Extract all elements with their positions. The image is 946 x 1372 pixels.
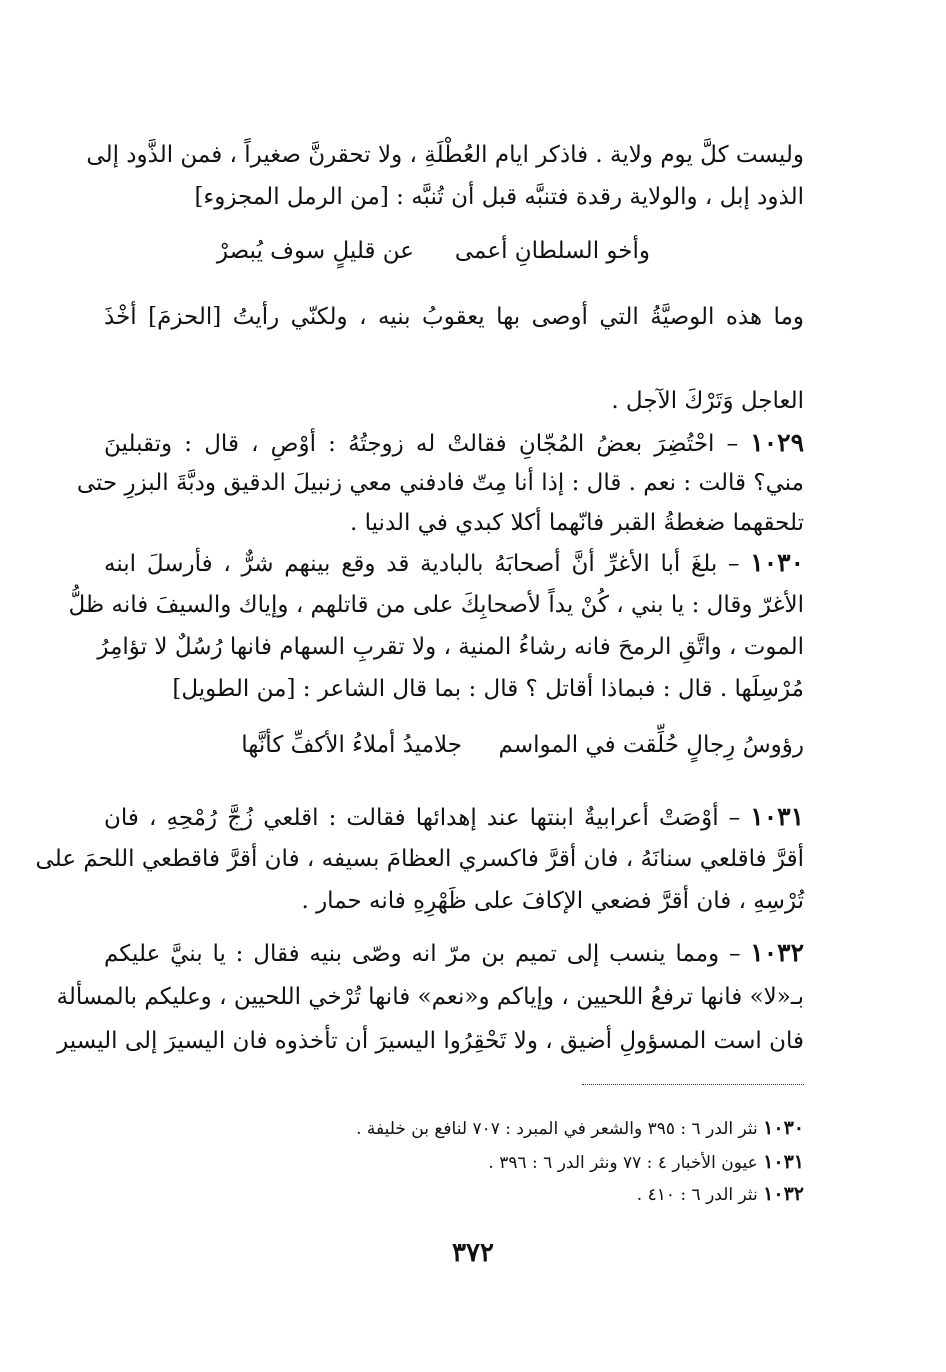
paragraph-1030-line bbox=[104, 546, 804, 581]
text-line: أقرَّ فاقلعي سنانَهُ ، فان أقرَّ فاكسري العظامَ بسيفه ، فان أقرَّ فاقطعي اللحمَ على bbox=[35, 846, 804, 872]
paragraph-1029-line bbox=[104, 426, 804, 461]
entry-number: ١٠٣٠ bbox=[750, 548, 805, 577]
text-line: وليست كلَّ يوم ولاية . فاذكر ايام العُطْلَةِ ، ولا تحقرنَّ صغيراً ، فمن الذَّود إلى bbox=[86, 142, 804, 168]
text-span: – بلغَ أبا الأغرِّ أنَّ أصحابَهُ بالبادية قد وقع بينهم شرٌّ ، فأرسلَ ابنه bbox=[104, 551, 740, 577]
footnote bbox=[488, 1150, 804, 1175]
entry-number: ١٠٣٢ bbox=[750, 938, 804, 967]
footnote-text: نثر الدر ٦ : ٤١٠ . bbox=[636, 1185, 758, 1205]
entry-number: ١٠٢٩ bbox=[750, 428, 805, 457]
text-line: العاجل وَتَرْكَ الآجل . bbox=[611, 388, 804, 414]
verse-2-first-hemistich: جلاميدُ أملاءُ الأكفِّ كأنَّها bbox=[241, 732, 462, 758]
footnote-text: عيون الأخبار ٤ : ٧٧ ونثر الدر ٦ : ٣٩٦ . bbox=[488, 1153, 758, 1173]
verse-1-first-hemistich: وأخو السلطانِ أعمى bbox=[454, 238, 650, 264]
entry-number: ١٠٣١ bbox=[750, 802, 804, 831]
footnote-number: ١٠٣١ bbox=[763, 1151, 804, 1173]
paragraph-1032-line bbox=[104, 936, 804, 971]
footnote bbox=[356, 1116, 804, 1141]
page-number: ٣٧٢ bbox=[452, 1238, 494, 1268]
text-line: مُرْسِلَها . قال : فبماذا أقاتل ؟ قال : بما قال الشاعر : [من الطويل] bbox=[172, 676, 804, 702]
paragraph-1031-line bbox=[104, 800, 804, 835]
text-line: الأغرّ وقال : يا بني ، كُنْ يداً لأصحابِكَ على من قاتلهم ، وإياك والسيفَ فانه ظلُّ bbox=[68, 592, 804, 618]
text-span: – احْتُضِرَ بعضُ المُجّانِ فقالتْ له زوجتُهُ : أوْصِ ، قال : وتقبلينَ bbox=[104, 431, 739, 457]
text-span: – أوْصَتْ أعرابيةٌ ابنتها عند إهدائها فقالت : اقلعي زُجَّ رُمْحِهِ ، فان bbox=[104, 805, 741, 831]
text-line: الموت ، واتَّقِ الرمحَ فانه رشاءُ المنية ، ولا تقربِ السهام فانها رُسُلٌ لا تؤامِرُ bbox=[97, 634, 804, 660]
text-line: وما هذه الوصيَّةُ التي أوصى بها يعقوبُ بنيه ، ولكنّي رأيتُ [الحزمَ] أخْذَ bbox=[104, 304, 804, 330]
footnote-separator bbox=[582, 1084, 804, 1085]
text-line: فان است المسؤولِ أضيق ، ولا تَحْقِرُوا اليسيرَ أن تأخذوه فان اليسيرَ إلى اليسير bbox=[57, 1028, 804, 1054]
verse-1-second-hemistich: عن قليلٍ سوف يُبصرْ bbox=[216, 238, 414, 264]
footnote-number: ١٠٣٠ bbox=[763, 1117, 804, 1139]
text-line: بـ«لا» فانها ترفعُ اللحيين ، وإياكم و«نعم» فانها تُرْخي اللحيين ، وعليكم بالمسألة bbox=[56, 984, 804, 1010]
verse-2-second-hemistich: رؤوسُ رِجالٍ حُلِّقت في المواسم bbox=[498, 732, 804, 758]
text-line: الذود إبل ، والولاية رقدة فتنبَّه قبل أن تُنبَّه : [من الرمل المجزوء] bbox=[194, 184, 804, 210]
text-line: تُرْسِهِ ، فان أقرَّ فضعي الإكافَ على ظَهْرِهِ فانه حمار . bbox=[301, 888, 804, 914]
footnote-text: نثر الدر ٦ : ٣٩٥ والشعر في المبرد : ٧٠٧ لنافع بن خليفة . bbox=[356, 1119, 758, 1139]
text-line: مني؟ قالت : نعم . قال : إذا أنا مِتّ فادفني معي زنبيلَ الدقيق ودبَّةَ البزرِ حتى bbox=[76, 470, 804, 496]
footnote bbox=[637, 1182, 804, 1207]
text-span: – ومما ينسب إلى تميم بن مرّ انه وصّى بنيه فقال : يا بنيَّ عليكم bbox=[104, 941, 741, 967]
text-line: تلحقهما ضغطةُ القبر فانّهما أكلا كبدي في الدنيا . bbox=[349, 510, 804, 536]
footnote-number: ١٠٣٢ bbox=[763, 1183, 804, 1205]
